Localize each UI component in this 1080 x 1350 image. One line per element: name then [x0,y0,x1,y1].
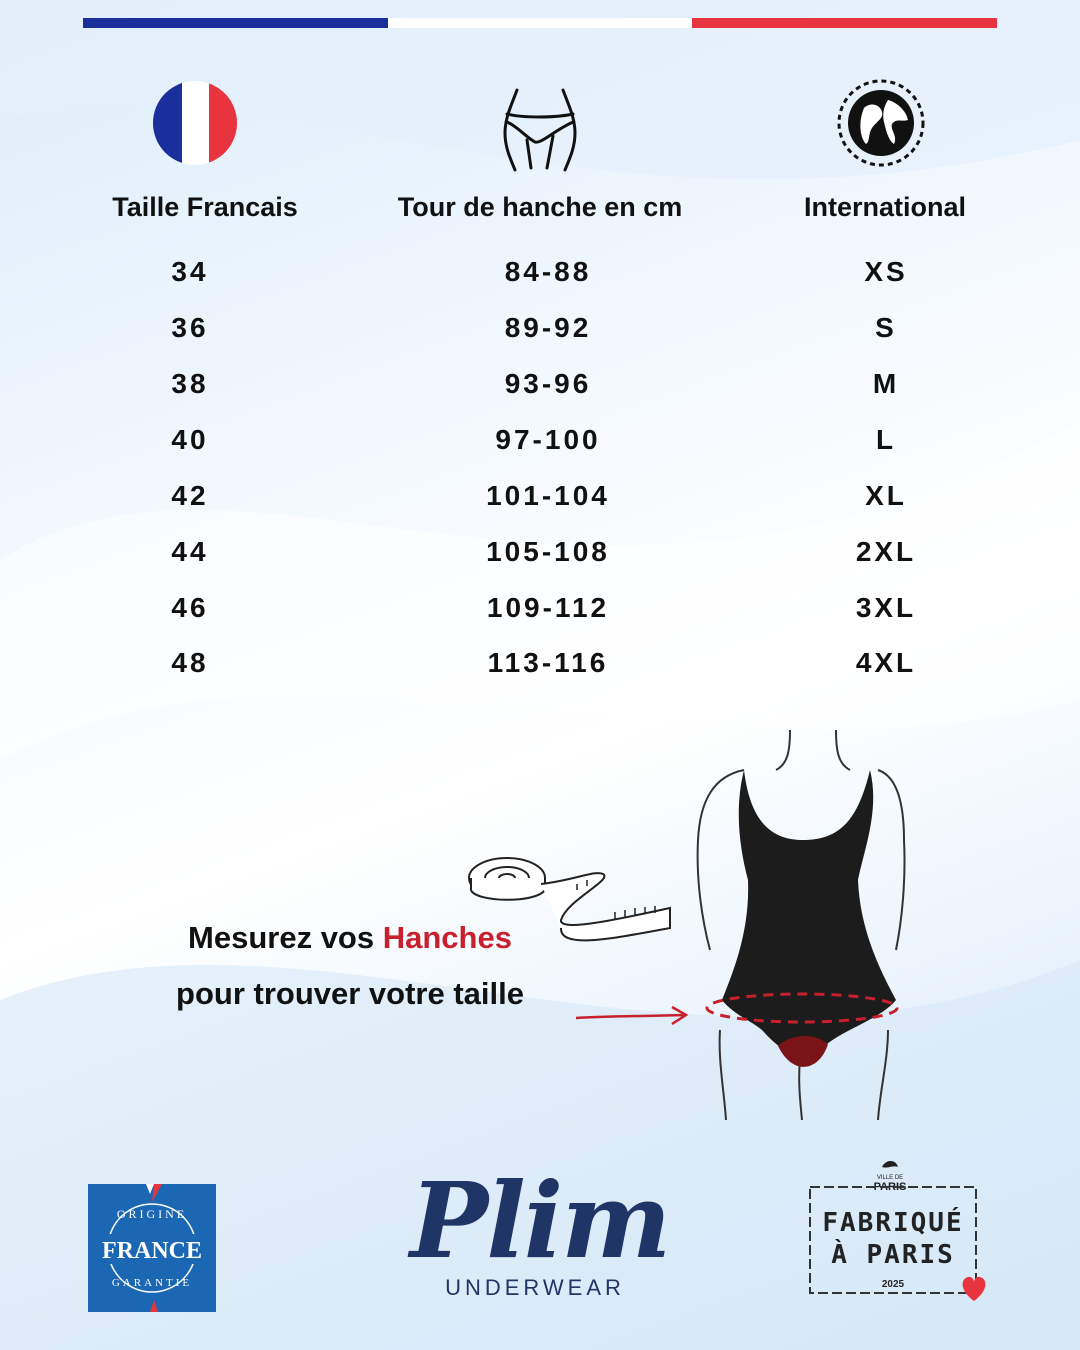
measure-instruction-line2: pour trouver votre taille [176,976,524,1011]
cell-international-size: 4XL [855,647,917,678]
measure-prefix: Mesurez vos [188,920,383,955]
plim-brand-logo [410,1158,670,1318]
origine-france-garantie-logo [88,1184,216,1312]
cell-hip-range: 93-96 [504,368,592,399]
cell-hip-range: 105-108 [486,536,610,567]
badge-year: 2025 [881,1279,905,1290]
badge-garantie-text: GARANTIE [111,1277,193,1289]
cell-french-size: 42 [171,480,209,511]
badge-origine-text: ORIGINE [116,1207,188,1221]
french-flag-icon [150,78,240,168]
tricolor-white [388,18,693,28]
badge-ville-de: VILLE DE [876,1175,904,1181]
tricolor-red [692,18,997,28]
cell-international-size: XS [864,256,908,287]
body-silhouette-illustration [690,730,915,1120]
badge-fabrique-line2: À PARIS [831,1240,955,1270]
arrow-icon [572,1002,692,1032]
cell-hip-range: 113-116 [487,647,609,678]
cell-international-size: 2XL [855,536,917,567]
cell-french-size: 40 [171,424,209,455]
cell-hip-range: 89-92 [504,312,592,343]
cell-french-size: 46 [171,592,209,623]
cell-hip-range: 101-104 [486,480,610,511]
brand-subtitle: UNDERWEAR [445,1275,625,1300]
measure-instruction-line1 [130,920,570,956]
badge-paris-city: PARIS [873,1181,907,1193]
tricolor-blue [83,18,388,28]
cell-hip-range: 109-112 [486,592,610,623]
heart-icon [963,1277,986,1301]
hips-underwear-icon [495,78,585,173]
cell-international-size: S [875,312,897,343]
tricolor-bar [83,18,997,28]
header-hip-circumference: Tour de hanche en cm [397,192,683,222]
header-french-size: Taille Francais [112,192,298,222]
brand-name: Plim [410,1159,670,1282]
measure-highlight-hips: Hanches [382,920,512,955]
badge-france-text: FRANCE [102,1238,202,1264]
cell-international-size: L [875,424,897,455]
cell-international-size: XL [865,480,907,511]
cell-french-size: 36 [171,312,209,343]
cell-french-size: 48 [171,647,209,678]
globe-icon [836,78,926,168]
cell-french-size: 34 [171,256,209,287]
badge-fabrique-line1: FABRIQUÉ [822,1208,964,1238]
fabrique-a-paris-badge [800,1155,995,1315]
cell-french-size: 44 [171,536,209,567]
header-international: International [803,192,966,222]
cell-french-size: 38 [171,368,209,399]
cell-international-size: M [872,368,900,399]
cell-international-size: 3XL [855,592,917,623]
cell-hip-range: 84-88 [504,256,592,287]
cell-hip-range: 97-100 [495,424,601,455]
